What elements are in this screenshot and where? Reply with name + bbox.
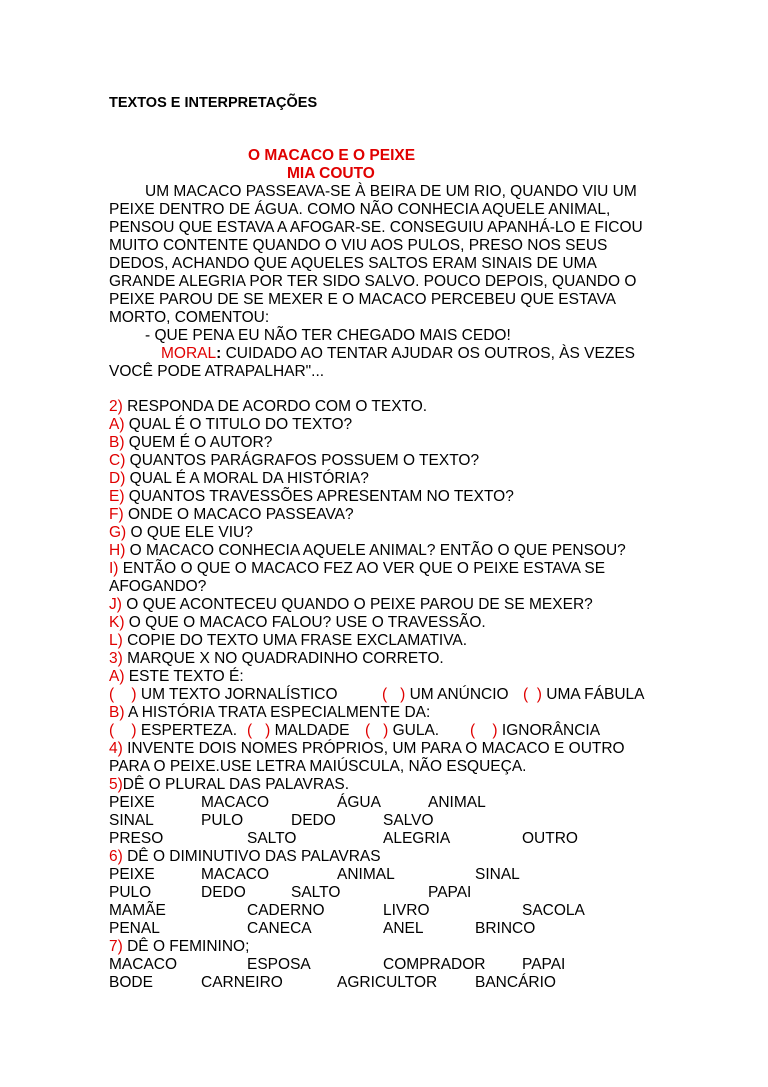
item-marker: B) bbox=[109, 434, 125, 451]
item-text: O MACACO CONHECIA AQUELE ANIMAL? ENTÃO O QUE PENSOU? bbox=[125, 542, 626, 559]
word-cell: PENAL bbox=[109, 920, 160, 937]
question-text: DÊ O DIMINUTIVO DAS PALAVRAS bbox=[122, 848, 381, 865]
option-label: MALDADE bbox=[270, 722, 350, 739]
option-label: GULA. bbox=[388, 722, 440, 739]
word-cell: ANIMAL bbox=[337, 866, 395, 883]
item-marker: D) bbox=[109, 470, 126, 487]
question-text: DÊ O PLURAL DAS PALAVRAS. bbox=[122, 776, 350, 793]
question-continuation: PARA O PEIXE.USE LETRA MAIÚSCULA, NÃO ESQUEÇA. bbox=[109, 758, 527, 775]
story-line: PEIXE PAROU DE SE MEXER E O MACACO PERCEBEU QUE ESTAVA bbox=[109, 291, 617, 308]
word-cell: COMPRADOR bbox=[383, 956, 486, 973]
item-text: A HISTÓRIA TRATA ESPECIALMENTE DA: bbox=[124, 704, 431, 721]
story-dialogue: - QUE PENA EU NÃO TER CHEGADO MAIS CEDO! bbox=[145, 327, 511, 344]
word-cell: SALTO bbox=[291, 884, 341, 901]
question-2 bbox=[109, 398, 427, 416]
question-item bbox=[109, 632, 467, 650]
story-line: GRANDE ALEGRIA POR TER SIDO SALVO. POUCO DEPOIS, QUANDO O bbox=[109, 273, 637, 290]
item-text: O QUE O MACACO FALOU? USE O TRAVESSÃO. bbox=[124, 614, 486, 631]
question-text: INVENTE DOIS NOMES PRÓPRIOS, UM PARA O MACACO E OUTRO bbox=[122, 740, 625, 757]
item-marker: L) bbox=[109, 632, 123, 649]
checkbox-open: ( bbox=[247, 722, 253, 739]
checkbox-close: ) bbox=[131, 722, 137, 739]
checkbox-option[interactable] bbox=[109, 686, 338, 704]
word-cell: LIVRO bbox=[383, 902, 430, 919]
question-7 bbox=[109, 938, 249, 956]
story-line: PENSOU QUE ESTAVA A AFOGAR-SE. CONSEGUIU APANHÁ-LO E FICOU bbox=[109, 219, 643, 236]
checkbox-open: ( bbox=[523, 686, 529, 703]
option-label: UM ANÚNCIO bbox=[405, 686, 509, 703]
word-cell: MAMÃE bbox=[109, 902, 166, 919]
word-cell: PULO bbox=[109, 884, 152, 901]
checkbox-open: ( bbox=[109, 722, 115, 739]
word-cell: CARNEIRO bbox=[201, 974, 283, 991]
question-text: RESPONDA DE ACORDO COM O TEXTO. bbox=[122, 398, 428, 415]
word-cell: SALTO bbox=[247, 830, 297, 847]
moral-label: MORAL bbox=[161, 345, 217, 362]
word-cell: DEDO bbox=[291, 812, 336, 829]
word-cell: ANEL bbox=[383, 920, 424, 937]
item-marker: A) bbox=[109, 668, 125, 685]
story-author: MIA COUTO bbox=[287, 165, 375, 182]
word-cell: MACACO bbox=[109, 956, 178, 973]
item-text: O QUE ELE VIU? bbox=[126, 524, 253, 541]
question-3 bbox=[109, 650, 444, 668]
story-line: MUITO CONTENTE QUANDO O VIU AOS PULOS, PRESO NOS SEUS bbox=[109, 237, 608, 254]
question-number: 4) bbox=[109, 740, 123, 757]
item-text: ONDE O MACACO PASSEAVA? bbox=[123, 506, 354, 523]
item-marker: K) bbox=[109, 614, 125, 631]
item-marker: E) bbox=[109, 488, 125, 505]
item-text: QUAL É A MORAL DA HISTÓRIA? bbox=[125, 470, 369, 487]
question-6 bbox=[109, 848, 381, 866]
word-cell: CANECA bbox=[247, 920, 312, 937]
word-cell: SINAL bbox=[109, 812, 154, 829]
checkbox-open: ( bbox=[470, 722, 476, 739]
question-item bbox=[109, 524, 253, 542]
word-cell: CADERNO bbox=[247, 902, 325, 919]
word-cell: MACACO bbox=[201, 794, 270, 811]
item-text: ESTE TEXTO É: bbox=[124, 668, 244, 685]
story-title: O MACACO E O PEIXE bbox=[248, 147, 416, 164]
question-4 bbox=[109, 740, 625, 758]
question-item bbox=[109, 416, 352, 434]
word-cell: ALEGRIA bbox=[383, 830, 451, 847]
question-item bbox=[109, 614, 486, 632]
checkbox-close: ) bbox=[400, 686, 406, 703]
checkbox-close: ) bbox=[492, 722, 498, 739]
question-item bbox=[109, 560, 605, 578]
word-cell: SINAL bbox=[475, 866, 520, 883]
checkbox-close: ) bbox=[383, 722, 389, 739]
question-number: 6) bbox=[109, 848, 123, 865]
item-text: O QUE ACONTECEU QUANDO O PEIXE PAROU DE SE MEXER? bbox=[121, 596, 593, 613]
document-heading: TEXTOS E INTERPRETAÇÕES bbox=[109, 95, 318, 111]
word-cell: ESPOSA bbox=[247, 956, 311, 973]
question-item bbox=[109, 434, 272, 452]
moral-colon: : bbox=[216, 345, 222, 362]
checkbox-option[interactable] bbox=[365, 722, 439, 740]
word-cell: ÁGUA bbox=[337, 794, 381, 811]
question-item bbox=[109, 542, 626, 560]
question-item bbox=[109, 668, 244, 686]
item-marker: C) bbox=[109, 452, 126, 469]
checkbox-open: ( bbox=[382, 686, 388, 703]
question-number: 7) bbox=[109, 938, 123, 955]
item-marker: H) bbox=[109, 542, 126, 559]
question-number: 2) bbox=[109, 398, 123, 415]
checkbox-close: ) bbox=[265, 722, 271, 739]
word-cell: MACACO bbox=[201, 866, 270, 883]
word-cell: PEIXE bbox=[109, 866, 155, 883]
option-label: UM TEXTO JORNALÍSTICO bbox=[136, 686, 338, 703]
word-cell: BANCÁRIO bbox=[475, 974, 556, 991]
question-item bbox=[109, 506, 354, 524]
question-text: DÊ O FEMININO; bbox=[122, 938, 250, 955]
word-cell: OUTRO bbox=[522, 830, 578, 847]
question-number: 3) bbox=[109, 650, 123, 667]
checkbox-open: ( bbox=[365, 722, 371, 739]
question-item bbox=[109, 470, 369, 488]
checkbox-option[interactable] bbox=[470, 722, 600, 740]
question-number: 5) bbox=[109, 776, 123, 793]
story-line: MORTO, COMENTOU: bbox=[109, 309, 270, 326]
word-cell: ANIMAL bbox=[428, 794, 486, 811]
question-item-continuation: AFOGANDO? bbox=[109, 578, 207, 595]
word-cell: BRINCO bbox=[475, 920, 536, 937]
story-line: PEIXE DENTRO DE ÁGUA. COMO NÃO CONHECIA AQUELE ANIMAL, bbox=[109, 201, 611, 218]
item-text: QUAL É O TITULO DO TEXTO? bbox=[124, 416, 353, 433]
moral-line bbox=[161, 345, 635, 363]
item-marker: B) bbox=[109, 704, 125, 721]
checkbox-close: ) bbox=[131, 686, 137, 703]
story-line: UM MACACO PASSEAVA-SE À BEIRA DE UM RIO, QUANDO VIU UM bbox=[145, 183, 637, 200]
word-cell: PULO bbox=[201, 812, 244, 829]
word-cell: SALVO bbox=[383, 812, 434, 829]
item-text: QUANTOS TRAVESSÕES APRESENTAM NO TEXTO? bbox=[124, 488, 514, 505]
word-cell: PAPAI bbox=[428, 884, 472, 901]
item-text: COPIE DO TEXTO UMA FRASE EXCLAMATIVA. bbox=[122, 632, 468, 649]
item-marker: G) bbox=[109, 524, 127, 541]
question-item bbox=[109, 704, 430, 722]
checkbox-option[interactable] bbox=[247, 722, 350, 740]
word-cell: SACOLA bbox=[522, 902, 585, 919]
moral-continuation: VOCÊ PODE ATRAPALHAR"... bbox=[109, 363, 325, 380]
word-cell: PRESO bbox=[109, 830, 164, 847]
option-label: IGNORÂNCIA bbox=[497, 722, 601, 739]
word-cell: PEIXE bbox=[109, 794, 155, 811]
item-text: QUANTOS PARÁGRAFOS POSSUEM O TEXTO? bbox=[125, 452, 480, 469]
item-text: ENTÃO O QUE O MACACO FEZ AO VER QUE O PEIXE ESTAVA SE bbox=[118, 560, 606, 577]
question-item bbox=[109, 452, 479, 470]
question-5 bbox=[109, 776, 349, 794]
item-marker: A) bbox=[109, 416, 125, 433]
question-item bbox=[109, 596, 593, 614]
word-cell: BODE bbox=[109, 974, 153, 991]
item-marker: J) bbox=[109, 596, 122, 613]
moral-text: CUIDADO AO TENTAR AJUDAR OS OUTROS, ÀS VEZES bbox=[221, 345, 635, 362]
checkbox-option[interactable] bbox=[109, 722, 237, 740]
item-text: QUEM É O AUTOR? bbox=[124, 434, 273, 451]
checkbox-option[interactable] bbox=[382, 686, 509, 704]
word-cell: AGRICULTOR bbox=[337, 974, 438, 991]
checkbox-open: ( bbox=[109, 686, 115, 703]
option-label: ESPERTEZA. bbox=[136, 722, 238, 739]
word-cell: PAPAI bbox=[522, 956, 566, 973]
checkbox-option[interactable] bbox=[523, 686, 644, 704]
item-marker: F) bbox=[109, 506, 124, 523]
word-cell: DEDO bbox=[201, 884, 246, 901]
story-line: DEDOS, ACHANDO QUE AQUELES SALTOS ERAM SINAIS DE UMA bbox=[109, 255, 597, 272]
item-marker: I) bbox=[109, 560, 119, 577]
question-text: MARQUE X NO QUADRADINHO CORRETO. bbox=[122, 650, 444, 667]
question-item bbox=[109, 488, 514, 506]
checkbox-close: ) bbox=[536, 686, 542, 703]
option-label: UMA FÁBULA bbox=[541, 686, 645, 703]
